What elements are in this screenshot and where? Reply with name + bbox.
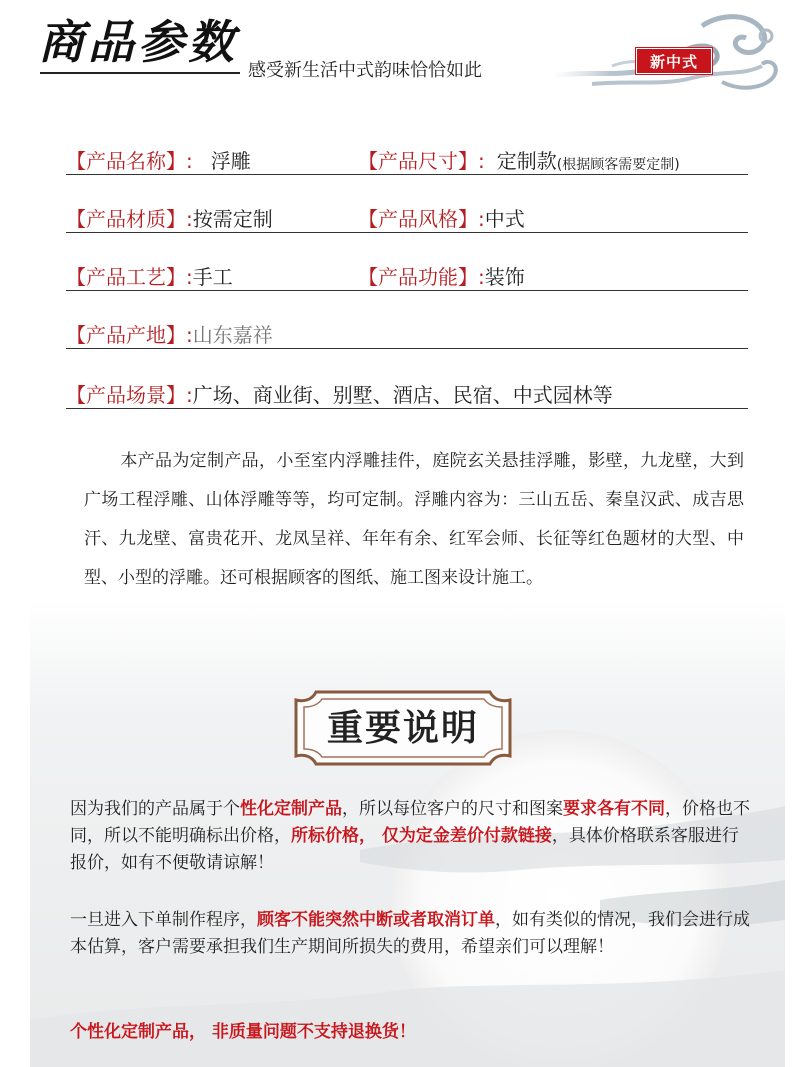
notice-text: ，如有类似的情况，我们会进行成本估算，客户需要承担我们生产期间所损失的费用，希望亲们可以理解！: [70, 910, 750, 957]
param-value-origin: 山东嘉祥: [192, 323, 273, 347]
param-note-size: (根据顾客需要定制): [556, 157, 680, 173]
notice-text: ，具体价格联系客服进行报价，如有不便敬请谅解！: [70, 826, 739, 873]
notice-highlight: 要求各有不同: [563, 799, 665, 819]
param-value-style: 中式: [484, 207, 525, 231]
product-description: [84, 442, 744, 598]
param-row-scene: [66, 374, 748, 409]
style-badge: 新中式: [636, 48, 712, 74]
param-key-craft: 【产品工艺】:: [66, 265, 193, 289]
param-value-function: 装饰: [484, 265, 525, 289]
param-style: [358, 198, 525, 232]
param-value-material: 按需定制: [192, 207, 273, 231]
param-value-size: 定制款: [496, 149, 557, 173]
param-row-origin: [66, 314, 748, 349]
section-subtitle: 感受新生活中式韵味恰恰如此: [248, 60, 482, 81]
important-title: 重要说明: [326, 707, 479, 749]
notice-text: 一旦进入下单制作程序，: [70, 910, 257, 930]
param-key-name: 【产品名称】:: [66, 149, 193, 173]
notice-highlight: 性化定制产品: [240, 799, 342, 819]
notice-highlight: 所标价格， 仅为定金差价付款链接: [291, 826, 552, 846]
param-value-craft: 手工: [192, 265, 233, 289]
param-value-scene: 广场、商业街、别墅、酒店、民宿、中式园林等: [192, 383, 613, 407]
notice-paragraph-1: [70, 796, 750, 877]
param-key-origin: 【产品产地】:: [66, 323, 193, 347]
title-underline: [40, 72, 240, 74]
notice-text: ，所以每位客户的尺寸和图案: [342, 799, 563, 819]
description-text: 本产品为定制产品，小至室内浮雕挂件，庭院玄关悬挂浮雕，影壁，九龙壁，大到广场工程浮雕、山体浮雕等等，均可定制。浮雕内容为：三山五岳、秦皇汉武、成吉思汗、九龙壁、富贵花开、龙凤呈祥、年年有余、红军会师、长征等红色题材的大型、中型、小型的浮雕。还可根据顾客的图纸、施工图来设计施工。: [84, 451, 744, 588]
notice-paragraph-3: 个性化定制产品， 非质量问题不支持退换货！: [70, 1022, 416, 1042]
notice-text: 因为我们的产品属于个: [70, 799, 240, 819]
param-function: [358, 256, 525, 290]
section-title: 商品参数: [38, 15, 238, 69]
param-key-scene: 【产品场景】:: [66, 383, 193, 407]
param-key-style: 【产品风格】:: [358, 207, 485, 231]
param-size: [358, 140, 680, 174]
param-key-function: 【产品功能】:: [358, 265, 485, 289]
notice-paragraph-2: [70, 907, 750, 961]
param-value-name: 浮雕: [210, 149, 251, 173]
param-key-size: 【产品尺寸】:: [358, 149, 485, 173]
notice-highlight: 顾客不能突然中断或者取消订单: [257, 910, 495, 930]
notice-text: ，价格也不同，所以不能明确标出价格，: [70, 799, 750, 846]
param-key-material: 【产品材质】:: [66, 207, 193, 231]
